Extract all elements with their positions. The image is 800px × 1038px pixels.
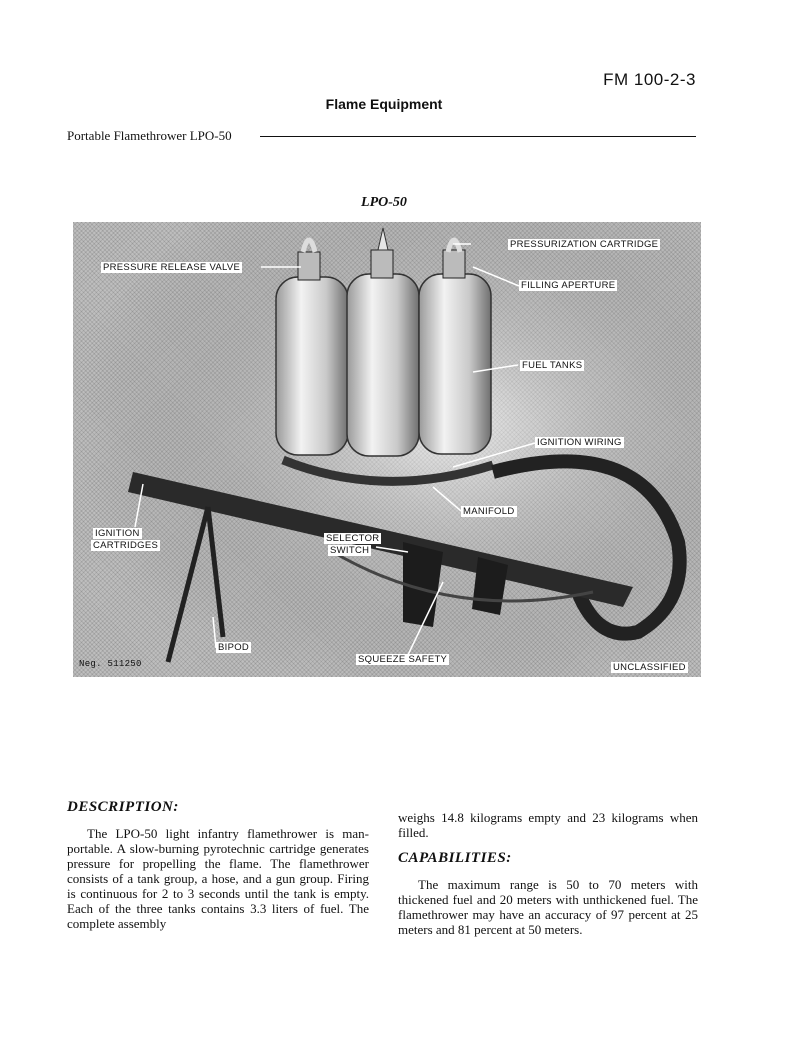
figure-title: LPO-50 <box>361 195 407 210</box>
label-squeeze-safety: SQUEEZE SAFETY <box>358 654 448 665</box>
description-heading: DESCRIPTION: <box>67 799 179 815</box>
label-ignition-wiring: IGNITION WIRING <box>537 437 622 448</box>
negative-number: Neg. 511250 <box>79 659 142 669</box>
label-manifold: MANIFOLD <box>463 506 515 517</box>
capabilities-heading: CAPABILITIES: <box>398 850 512 866</box>
manual-id: FM 100-2-3 <box>603 70 696 89</box>
classification-marking: UNCLASSIFIED <box>613 662 686 673</box>
section-divider <box>260 136 696 137</box>
label-selector-switch-line2: SWITCH <box>330 545 370 556</box>
fuel-tank <box>276 277 348 455</box>
label-pressurization-cartridge: PRESSURIZATION CARTRIDGE <box>510 239 659 250</box>
description-section <box>67 800 369 931</box>
section-label: Portable Flamethrower LPO-50 <box>67 128 232 143</box>
label-ignition-cartridges-line2: CARTRIDGES <box>93 540 159 551</box>
label-bipod: BIPOD <box>218 642 250 653</box>
description-paragraph: The LPO-50 light infantry flamethrower is man-portable. A slow-burning pyrotechnic cartridge generates pressure for propelling the flame. The flamethrower consists of a tank group, a hose, and a gun group. Firing is continuous for 2 to 3 seconds until the tank is empty. Each of the three tanks contains 3.3 liters of fuel. The complete assembly <box>67 826 369 931</box>
description-continuation: weighs 14.8 kilograms empty and 23 kilograms when filled. <box>398 810 698 840</box>
lpo50-photo <box>73 222 701 677</box>
label-pressure-release-valve: PRESSURE RELEASE VALVE <box>103 262 241 273</box>
fuel-tank <box>347 274 419 456</box>
label-filling-aperture: FILLING APERTURE <box>521 280 616 291</box>
label-selector-switch-line1: SELECTOR <box>326 533 380 544</box>
label-fuel-tanks: FUEL TANKS <box>522 360 583 371</box>
chapter-title: Flame Equipment <box>325 96 443 112</box>
right-column <box>398 810 698 937</box>
fuel-tank <box>419 274 491 454</box>
capabilities-paragraph: The maximum range is 50 to 70 meters with thickened fuel and 20 meters with unthickened fuel. The flamethrower may have an accuracy of 97 percent at 25 meters and 81 percent at 50 meters. <box>398 877 698 937</box>
label-ignition-cartridges-line1: IGNITION <box>95 528 140 539</box>
